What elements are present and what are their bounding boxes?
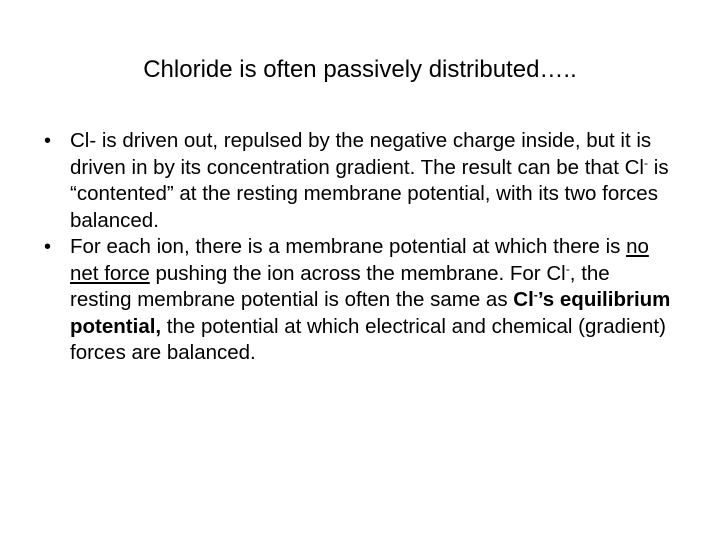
bullet-2-bold-text-part-1: Cl — [513, 288, 534, 311]
bullet-item-2 — [36, 234, 676, 367]
bullet-marker: • — [44, 130, 52, 152]
bullet-1-text-part-2: is “contented” at the resting membrane potential, with its two forces balanced. — [70, 155, 669, 232]
bullet-2-superscript: - — [565, 261, 570, 276]
bullet-2-underlined-text: no net force — [70, 235, 649, 285]
slide-title: Chloride is often passively distributed….. — [143, 56, 577, 83]
bullet-2-bold-superscript: - — [533, 288, 538, 303]
bullet-2-text-part-2: pushing the ion across the membrane. For Cl — [149, 261, 566, 285]
bullet-marker: • — [44, 236, 52, 258]
bullet-2-text-part-4: the potential at which electrical and chemical (gradient) forces are balanced. — [70, 314, 666, 364]
bullet-2-text-part-1: For each ion, there is a membrane potential at which there is — [70, 235, 627, 258]
bullet-2-bold-text-part-2: ’s equilibrium potential, — [70, 288, 671, 338]
bullet-2-text-part-3: , the resting membrane potential is often the same as — [70, 261, 610, 311]
bullet-1-text-part-1: Cl- is driven out, repulsed by the negative charge inside, but it is driven in by its concentration gradient. The result can be that Cl — [70, 129, 652, 179]
bullet-1-superscript: - — [643, 155, 649, 170]
bullet-list — [36, 128, 676, 367]
bullet-item-1 — [36, 128, 676, 234]
